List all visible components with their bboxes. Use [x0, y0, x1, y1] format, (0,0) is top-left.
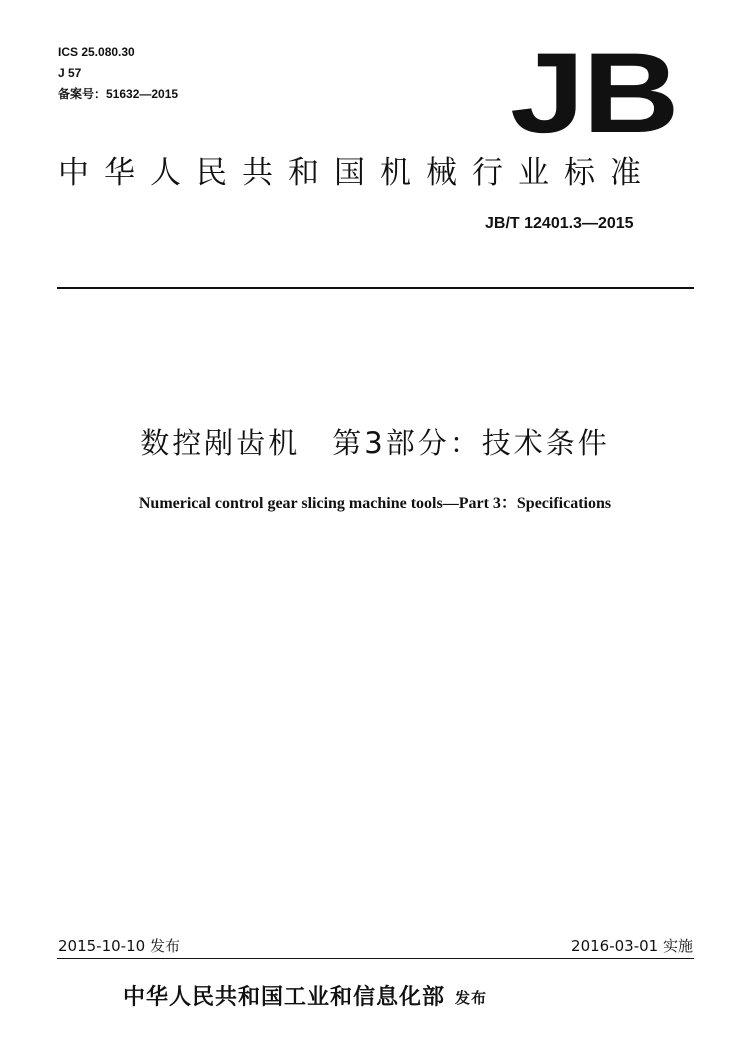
standard-category-title: 中华人民共和国机械行业标准 [58, 155, 656, 191]
classification-code: J 57 [58, 66, 82, 80]
header-divider [57, 287, 694, 289]
issue-date: 2015-10-10 发布 [58, 937, 180, 955]
publisher-suffix: 发布 [455, 989, 488, 1007]
document-title-chinese: 数控剐齿机 第3部分：技术条件 [140, 426, 610, 460]
jb-logo: JB [510, 30, 678, 157]
publisher [123, 980, 487, 1016]
publisher-name: 中华人民共和国工业和信息化部 [123, 985, 446, 1010]
standard-number: JB/T 12401.3—2015 [485, 215, 634, 232]
record-number: 备案号：51632—2015 [58, 87, 179, 101]
document-title-english: Numerical control gear slicing machine tools—Part 3：Specifications [138, 495, 612, 512]
ics-code: ICS 25.080.30 [58, 45, 135, 59]
footer-divider [57, 958, 694, 959]
implementation-date: 2016-03-01 实施 [571, 937, 693, 955]
